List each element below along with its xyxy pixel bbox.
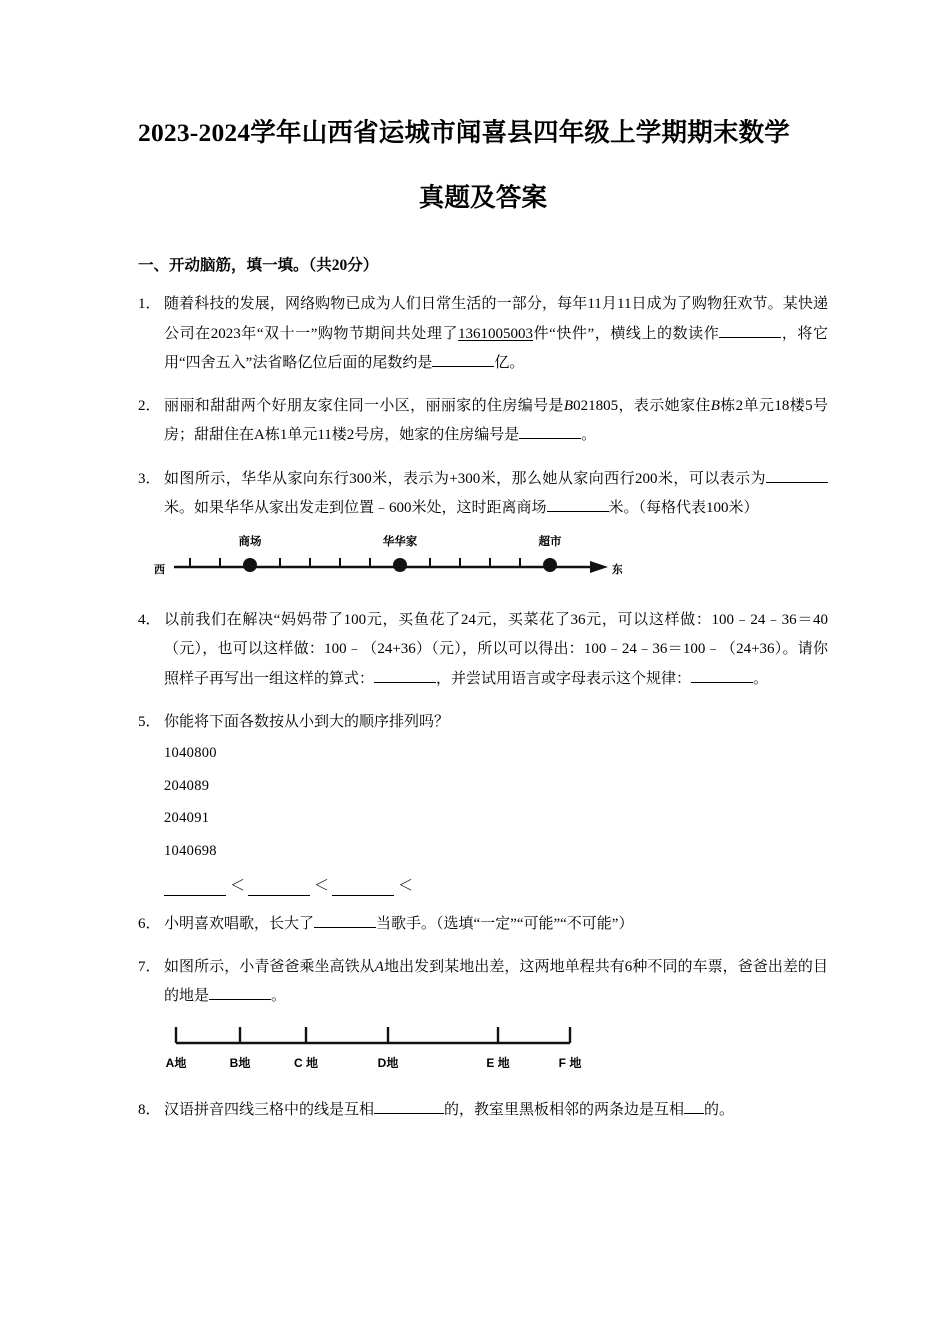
q5-blank-2[interactable] [248, 895, 310, 896]
q8-blank-1[interactable] [374, 1113, 444, 1114]
question-8 [138, 1096, 828, 1125]
q5-answer-row [164, 874, 828, 896]
q5-operator-2: ＜ [314, 877, 330, 894]
q7-text-b: 地出发到某地出差，这两地单程共有6种不同的车票，爸爸出差的目的地是 [164, 958, 828, 1005]
q1-blank-1[interactable] [719, 337, 781, 338]
q1-text-a: 随着科技的发展，网络购物已成为人们日常生活的一部分，每年11月11日成为了购物狂欢节。某快递公司在2023年“双十一”购物节期间共处理了 [164, 296, 828, 342]
railway-station-c: C 地 [293, 1056, 319, 1071]
number-line-label-supermarket: 超市 [538, 536, 562, 549]
q1-underlined-number: 1361005003 [458, 325, 534, 342]
railway-svg [158, 1015, 598, 1077]
q6-text-b: 当歌手。（选填“一定”“可能”“不可能”） [376, 915, 634, 932]
q4-text-a: 以前我们在解决“妈妈带了100元，买鱼花了24元，买菜花了36元，可以这样做：100﹣24﹣36＝40（元），也可以这样做：100﹣（24+36）（元），所以可以得出：100﹣24﹣36＝100﹣（24+36）。请你照样子再写出一组这样的算式： [164, 612, 828, 687]
q2-code-rest: 021805，表示她家住 [573, 398, 711, 415]
question-6-number: 6． [138, 915, 161, 932]
railway-station-f: F 地 [558, 1056, 582, 1071]
question-5-number: 5． [138, 713, 161, 730]
q7-text-a: 如图所示，小青爸爸乘坐高铁从 [164, 958, 375, 975]
number-line-figure [152, 529, 828, 592]
question-5-body: 你能将下面各数按从小到大的顺序排列吗？ [164, 713, 450, 730]
q7-text-c: 。 [271, 988, 287, 1005]
q5-operator-1: ＜ [230, 877, 246, 894]
title-line-1: 2023-2024学年山西省运城市闻喜县四年级上学期期末数学 [138, 118, 790, 147]
number-line-point-home [393, 558, 407, 572]
q7-place-italic: A [374, 958, 384, 975]
q5-number-1: 1040800 [164, 745, 217, 762]
section-heading: 一、开动脑筋，填一填。（共20分） [138, 256, 379, 274]
q3-blank-2[interactable] [547, 511, 609, 512]
q4-text-c: 。 [753, 670, 769, 687]
question-1 [138, 290, 828, 378]
question-3-number: 3． [138, 470, 161, 487]
q2-text-b: 栋2单元18楼5号房；甜甜住在A栋1单元11楼2号房，她家的住房编号是 [164, 398, 828, 444]
q2-building-italic: B [710, 398, 720, 415]
q1-blank-2[interactable] [432, 366, 494, 367]
q6-blank-1[interactable] [314, 927, 376, 928]
railway-figure [158, 1015, 828, 1082]
question-4-body [164, 606, 828, 694]
q5-number-list [164, 737, 828, 868]
railway-station-b: B地 [229, 1056, 251, 1071]
q5-number-3: 204091 [164, 810, 210, 827]
q8-text-b: 的，教室里黑板相邻的两条边是互相 [444, 1102, 685, 1119]
question-8-body [164, 1096, 828, 1125]
question-1-number: 1． [138, 296, 161, 313]
question-7-number: 7． [138, 958, 161, 975]
number-line-point-mall [243, 558, 257, 572]
railway-station-d: D地 [377, 1056, 399, 1071]
q5-number-4: 1040698 [164, 842, 217, 859]
q1-text-b: 件“快件”，横线上的数读作 [533, 325, 720, 342]
question-7 [138, 953, 828, 1012]
question-6 [138, 910, 828, 939]
number-line-east-label: 东 [612, 564, 622, 577]
q3-text-c: 米。（每格代表100米） [608, 499, 759, 516]
q3-text-b: 米。如果华华从家出发走到位置﹣600米处，这时距离商场 [164, 499, 547, 516]
q8-blank-2[interactable] [684, 1113, 704, 1114]
question-3 [138, 465, 828, 524]
question-2 [138, 392, 828, 451]
q2-text-c: 。 [581, 427, 597, 444]
q4-text-b: ，并尝试用语言或字母表示这个规律： [436, 670, 692, 687]
question-4 [138, 606, 828, 694]
q7-blank-1[interactable] [209, 999, 271, 1000]
question-1-body [164, 290, 828, 378]
q6-text-a: 小明喜欢唱歌，长大了 [164, 915, 315, 932]
number-line-arrow-icon [590, 561, 608, 573]
q8-text-c: 的。 [704, 1102, 735, 1119]
q5-blank-1[interactable] [164, 895, 226, 896]
page-content [138, 0, 828, 1126]
q8-text-a: 汉语拼音四线三格中的线是互相 [164, 1102, 375, 1119]
question-2-number: 2． [138, 398, 161, 415]
page-title [138, 118, 828, 213]
number-line-svg [152, 529, 622, 587]
q4-blank-1[interactable] [374, 682, 436, 683]
railway-ticks [176, 1027, 570, 1043]
number-line-west-label: 西 [154, 564, 165, 577]
question-3-body [164, 465, 828, 524]
q1-text-d: 亿。 [494, 354, 525, 371]
q2-text-a: 丽丽和甜甜两个好朋友家住同一小区，丽丽家的住房编号是 [164, 398, 564, 415]
q5-operator-3: ＜ [398, 877, 414, 894]
q5-blank-3[interactable] [332, 895, 394, 896]
q2-code-italic: B [563, 398, 574, 415]
question-2-body [164, 392, 828, 451]
q5-number-2: 204089 [164, 777, 210, 794]
railway-station-e: E 地 [486, 1056, 510, 1071]
question-7-body [164, 953, 828, 1012]
question-4-number: 4． [138, 612, 161, 629]
q1-text-c: ，将它用“四舍五入”法省略亿位后面的尾数约是 [164, 325, 828, 371]
title-line-2: 真题及答案 [418, 183, 548, 213]
number-line-point-supermarket [543, 558, 557, 572]
question-5 [138, 708, 828, 737]
question-6-body [164, 910, 828, 939]
number-line-label-mall: 商场 [238, 536, 262, 549]
q4-blank-2[interactable] [691, 682, 753, 683]
number-line-label-home: 华华家 [382, 536, 418, 549]
q2-blank-1[interactable] [519, 438, 581, 439]
question-8-number: 8． [138, 1102, 161, 1119]
railway-station-a: A地 [165, 1056, 187, 1071]
q3-blank-1[interactable] [766, 482, 828, 483]
q3-text-a: 如图所示，华华从家向东行300米，表示为+300米，那么她从家向西行200米，可以表示为 [164, 470, 766, 487]
